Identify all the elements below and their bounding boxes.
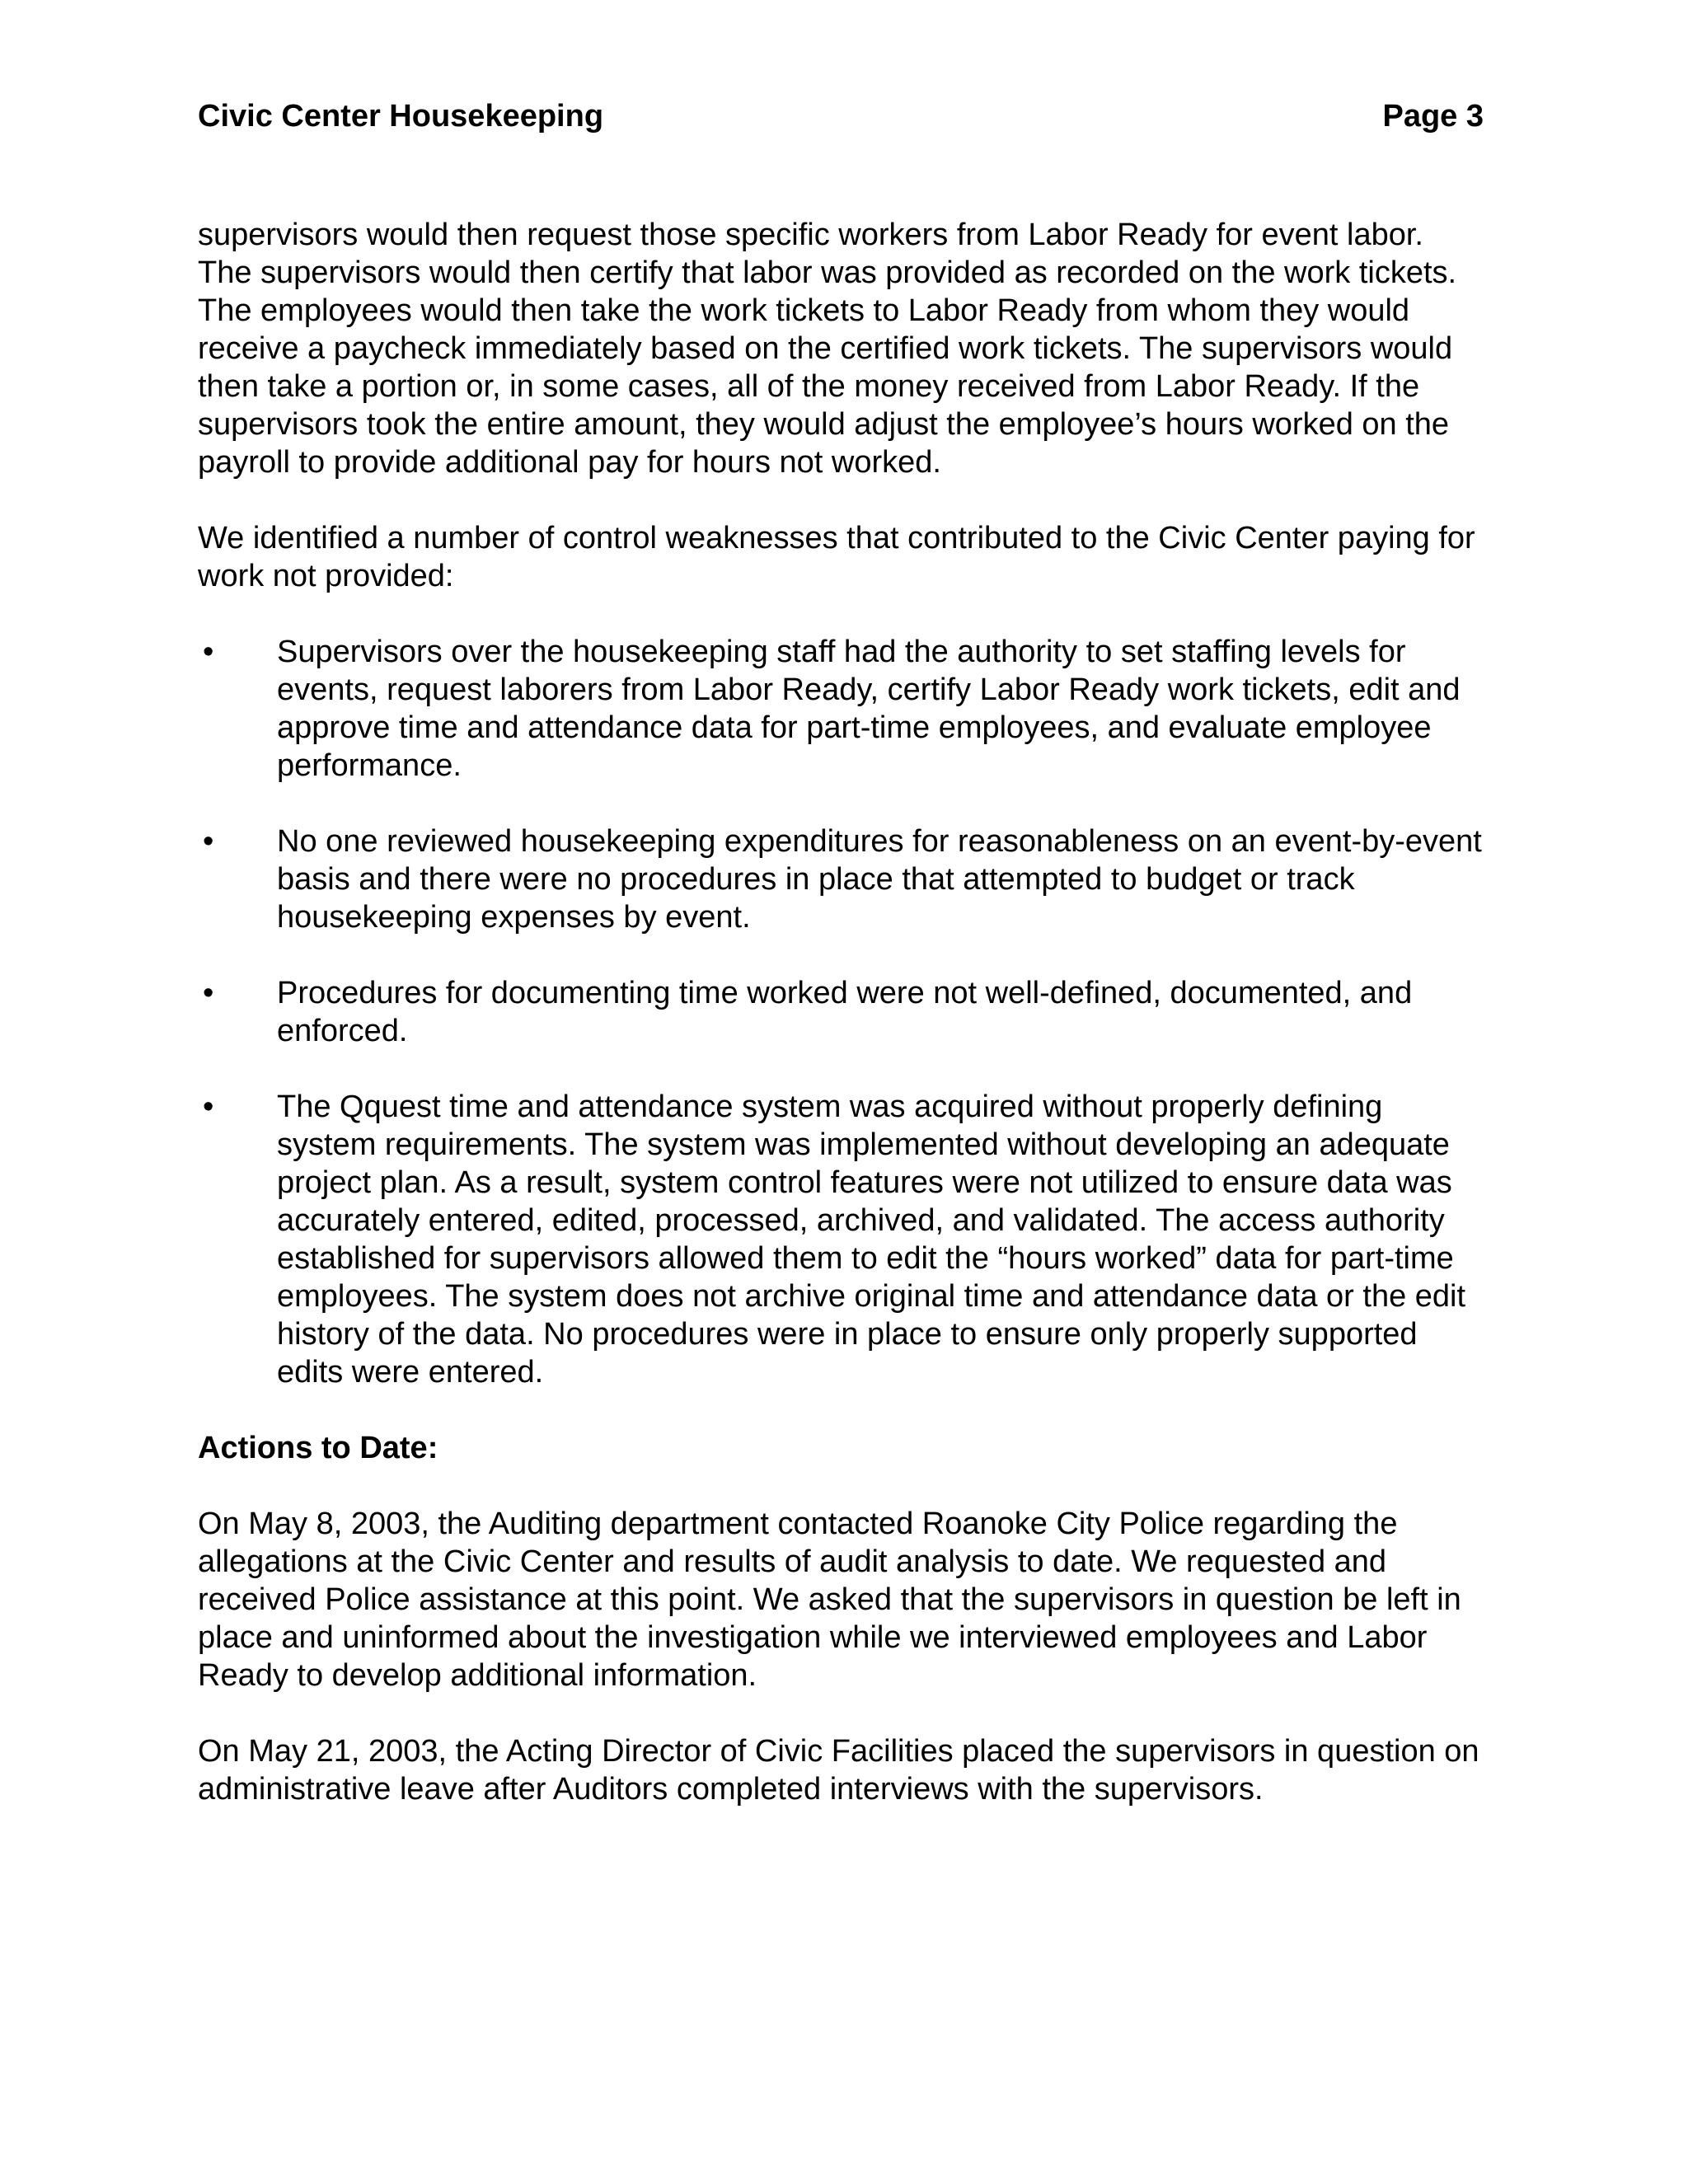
page-number: Page 3 — [1382, 99, 1484, 134]
document-title: Civic Center Housekeeping — [198, 99, 604, 134]
list-item — [198, 633, 1484, 785]
actions-paragraph-2: On May 21, 2003, the Acting Director of Civic Facilities placed the supervisors in question on administrative leave after Auditors completed interviews with the supervisors. — [198, 1734, 1479, 1807]
actions-heading: Actions to Date: — [198, 1431, 438, 1465]
body-paragraph-1: supervisors would then request those specific workers from Labor Ready for event labor. The supervisors would then certify that labor was provided as recorded on the work tickets. The employees would then take the work tickets to Labor Ready from whom they would receive a paycheck immediately based on the certified work tickets. The supervisors would then take a portion or, in some cases, all of the money received from Labor Ready. If the supervisors took the entire amount, they would adjust the employee’s hours worked on the payroll to provide additional pay for hours not worked. — [198, 218, 1457, 480]
bullet-icon: • — [203, 824, 214, 859]
control-weaknesses-list — [198, 633, 1484, 1391]
list-item — [198, 1088, 1484, 1391]
list-item-text: Supervisors over the housekeeping staff had the authority to set staffing levels for events, request laborers from Labor Ready, certify Labor Ready work tickets, edit and approve time and attendance data for part-time employees, and evaluate employee performance. — [277, 635, 1461, 783]
body-paragraph-2: We identified a number of control weaknesses that contributed to the Civic Center paying for work not provided: — [198, 521, 1475, 593]
bullet-icon: • — [203, 976, 214, 1010]
list-item — [198, 823, 1484, 936]
document-page — [198, 97, 1484, 1808]
list-item-text: The Qquest time and attendance system was acquired without properly defining system requirements. The system was implemented without developing an adequate project plan. As a result, system control features were not utilized to ensure data was accurately entered, edited, processed, archived, and validated. The access authority established for supervisors allowed them to edit the “hours worked” data for part-time employees. The system does not archive original time and attendance data or the edit history of the data. No procedures were in place to ensure only properly supported edits were entered. — [277, 1090, 1466, 1390]
bullet-icon: • — [203, 1090, 214, 1124]
bullet-icon: • — [203, 635, 214, 669]
list-item-text: Procedures for documenting time worked were not well-defined, documented, and enforced. — [277, 976, 1413, 1048]
page-header — [198, 97, 1484, 135]
list-item — [198, 974, 1484, 1050]
list-item-text: No one reviewed housekeeping expenditures for reasonableness on an event-by-event basis and there were no procedures in place that attempted to budget or track housekeeping expenses by event. — [277, 824, 1482, 935]
actions-paragraph-1: On May 8, 2003, the Auditing department contacted Roanoke City Police regarding the allegations at the Civic Center and results of audit analysis to date. We requested and received Police assistance at this point. We asked that the supervisors in question be left in place and uninformed about the investigation while we interviewed employees and Labor Ready to develop additional information. — [198, 1507, 1461, 1693]
